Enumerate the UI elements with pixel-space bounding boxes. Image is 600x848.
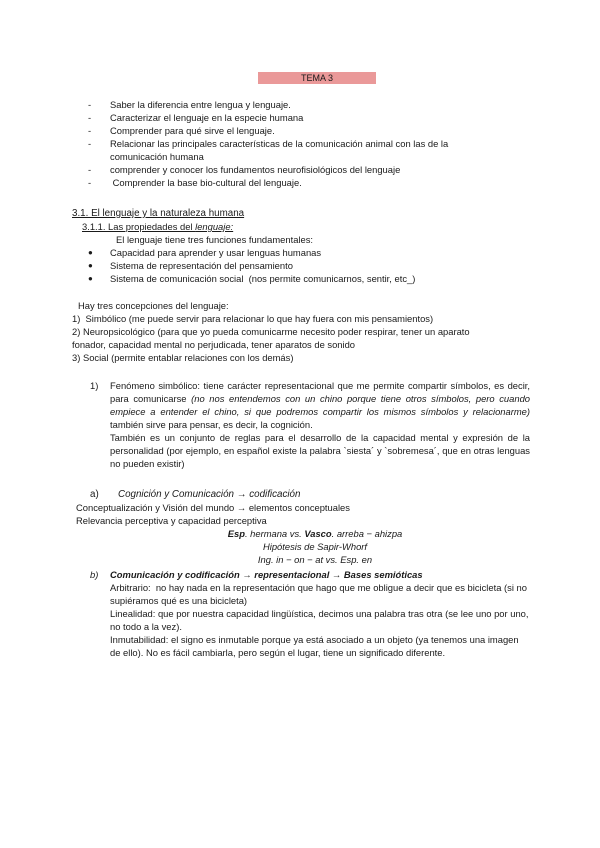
semiotic-paragraph: Arbitrario: no hay nada en la representación que hago que me obligue a decir que es bicicleta (si no supiéramos qué es una bicicleta) xyxy=(110,582,530,606)
list-item: - Saber la diferencia entre lengua y lenguaje. xyxy=(88,99,291,110)
functions-intro: El lenguaje tiene tres funciones fundamentales: xyxy=(116,234,314,245)
conception-line: 3) Social (permite entablar relaciones con los demás) xyxy=(72,352,294,363)
list-item: - Relacionar las principales características de la comunicación animal con las de la comunicación humana xyxy=(88,138,449,162)
list-item: - Comprender la base bio-cultural del lenguaje. xyxy=(88,177,302,188)
subheading-a: a) Cognición y Comunicación → codificación xyxy=(90,489,301,500)
page-title: TEMA 3 xyxy=(258,72,376,84)
list-item: ● Capacidad para aprender y usar lenguas humanas xyxy=(88,247,322,258)
functions-list xyxy=(88,246,415,285)
conceptions-block xyxy=(72,299,542,364)
list-item: - Comprender para qué sirve el lenguaje. xyxy=(88,125,275,136)
conceptions-intro: Hay tres concepciones del lenguaje: xyxy=(78,300,229,311)
subsection-title: 3.1.1. Las propiedades del lenguaje: xyxy=(82,221,234,232)
symbolic-paragraph: También es un conjunto de reglas para el desarrollo de la capacidad mental y expresión de la personalidad (por ejemplo, en español existe la palabra `siesta´ y `sobremesa´, que en otras lenguas no pueden existir) xyxy=(110,432,530,469)
symbolic-item xyxy=(90,379,530,470)
concept-line: Relevancia perceptiva y capacidad perceptiva xyxy=(76,515,267,526)
example-line: Ing. in − on − at vs. Esp. en xyxy=(257,554,373,565)
conception-line: 1) Simbólico (me puede servir para relacionar lo que hay fuera con mis pensamientos) xyxy=(72,313,434,324)
semiotic-paragraph: Linealidad: que por nuestra capacidad lingüística, decimos una palabra tras otra (se lee uno por uno, no todo a la vez). xyxy=(110,608,529,632)
subheading-b: b) Comunicación y codificación → representacional → Bases semióticas xyxy=(90,569,423,580)
semiotic-paragraph: Inmutabilidad: el signo es inmutable porque ya está asociado a un objeto (ya tenemos una imagen de ello). No es fácil cambiarla, pero según el lugar, tiene un significado diferente. xyxy=(110,634,519,658)
example-line: Esp. hermana vs. Vasco. arreba − ahizpa xyxy=(227,528,403,539)
symbolic-paragraph: Fenómeno simbólico: tiene carácter representacional que me permite compartir símbolos, es decir, para comunicarse (no nos entendemos con un chino porque tiene otros símbolos, pero cuando empiece a entender el chino, si que podremos compartir los mismos símbolos y relacionarme) también sirve para pensar, es decir, la cognición. xyxy=(110,380,530,430)
list-item: - Caracterizar el lenguaje en la especie humana xyxy=(88,112,304,123)
conception-line: fonador, capacidad mental no perjudicada, tener aparatos de sonido xyxy=(72,339,356,350)
list-item: ● Sistema de comunicación social (nos permite comunicarnos, sentir, etc_) xyxy=(88,273,416,284)
conception-line: 2) Neuropsicológico (para que yo pueda comunicarme necesito poder respirar, tener un aparato xyxy=(72,326,470,337)
objectives-list xyxy=(88,98,508,189)
list-item: ● Sistema de representación del pensamiento xyxy=(88,260,293,271)
concept-line: Conceptualización y Visión del mundo → elementos conceptuales xyxy=(76,502,350,513)
concept-lines xyxy=(76,501,350,527)
example-line: Hipótesis de Sapir-Whorf xyxy=(262,541,368,552)
subheading-b-block xyxy=(90,568,530,659)
section-title: 3.1. El lenguaje y la naturaleza humana xyxy=(72,208,245,219)
item-number: 1) xyxy=(90,380,99,391)
examples-block xyxy=(200,527,430,566)
list-item: - comprender y conocer los fundamentos neurofisiológicos del lenguaje xyxy=(88,164,401,175)
